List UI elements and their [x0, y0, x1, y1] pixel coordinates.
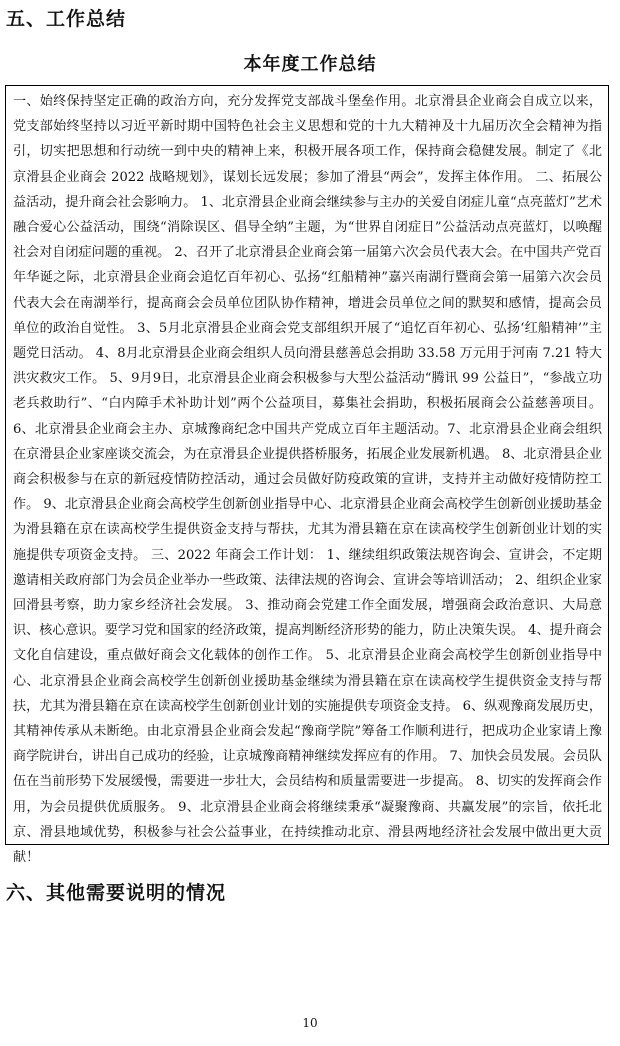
page-number: 10: [302, 1016, 318, 1030]
section-heading-other-notes: 六、其他需要说明的情况: [6, 882, 227, 904]
annual-summary-title: 本年度工作总结: [243, 54, 377, 75]
annual-summary-text: 一、始终保持坚定正确的政治方向，充分发挥党支部战斗堡垒作用。北京滑县企业商会自成立以来，党支部始终坚持以习近平新时期中国特色社会主义思想和党的十九大精神及十九届历次全会精神为指引，切实把思想和行动统一到中央的精神上来，积极开展各项工作，保持商会稳健发展。制定了《北京滑县企业商会 2022 战略规划》，谋划长远发展；参加了滑县“两会”，发挥主体作用。 二、拓展公益活动，提升商会社会影响力。 1、北京滑县企业商会继续参与主办的关爱自闭症儿童“点亮蓝灯”艺术融合爱心公益活动，围绕“消除误区、倡导全纳”主题，为“世界自闭症日”公益活动点亮蓝灯，以唤醒社会对自闭症问题的重视。 2、召开了北京滑县企业商会第一届第六次会员代表大会。在中国共产党百年华诞之际，北京滑县企业商会追忆百年初心、弘扬“红船精神”嘉兴南湖行暨商会第一届第六次会员代表大会在南湖举行，提高商会会员单位团队协作精神，增进会员单位之间的默契和感情，提高会员单位的政治自觉性。 3、5月北京滑县企业商会党支部组织开展了“追忆百年初心、弘扬‘红船精神’”主题党日活动。 4、8月北京滑县企业商会组织人员向滑县慈善总会捐助 33.58 万元用于河南 7.21 特大洪灾救灾工作。 5、9月9日，北京滑县企业商会积极参与大型公益活动“腾讯 99 公益日”，“参战立功老兵救助行”、“白内障手术补助计划”两个公益项目，募集社会捐助，积极拓展商会公益慈善项目。 6、北京滑县企业商会主办、京城豫商纪念中国共产党成立百年主题活动。7、北京滑县企业商会组织在京滑县企业家座谈交流会，为在京滑县企业提供搭桥服务，拓展企业发展新机遇。 8、北京滑县企业商会积极参与在京的新冠疫情防控活动，通过会员做好防疫政策的宣讲，支持并主动做好疫情防控工作。 9、北京滑县企业商会高校学生创新创业指导中心、北京滑县企业商会高校学生创新创业援助基金为滑县籍在京在读高校学生提供资金支持与帮扶，尤其为滑县籍在京在读高校学生创新创业计划的实施提供专项资金支持。 三、2022 年商会工作计划： 1、继续组织政策法规咨询会、宣讲会，不定期邀请相关政府部门为会员企业举办一些政策、法律法规的咨询会、宣讲会等培训活动； 2、组织企业家回滑县考察，助力家乡经济社会发展。 3、推动商会党建工作全面发展，增强商会政治意识、大局意识、核心意识。要学习党和国家的经济政策，提高判断经济形势的能力，防止决策失误。 4、提升商会文化自信建设，重点做好商会文化载体的创作工作。 5、北京滑县企业商会高校学生创新创业指导中心、北京滑县企业商会高校学生创新创业援助基金继续为滑县籍在京在读高校学生提供资金支持与帮扶，尤其为滑县籍在京在读高校学生创新创业计划的实施提供专项资金支持。 6、纵观豫商发展历史，其精神传承从未断绝。由北京滑县企业商会发起“豫商学院”筹备工作顺利进行，把成功企业家请上豫商学院讲台，讲出自己成功的经验，让京城豫商精神继续发挥应有的作用。 7、加快会员发展。会员队伍在当前形势下发展缓慢，需要进一步壮大，会员结构和质量需要进一步提高。 8、切实的发挥商会作用，为会员提供优质服务。 9、北京滑县企业商会将继续秉承“凝聚豫商、共赢发展”的宗旨，依托北京、滑县地域优势，积极参与社会公益事业，在持续推动北京、滑县两地经济社会发展中做出更大贡献！: [13, 94, 602, 866]
section-heading-work-summary: 五、工作总结: [6, 8, 127, 30]
annual-summary-box: [5, 85, 609, 866]
